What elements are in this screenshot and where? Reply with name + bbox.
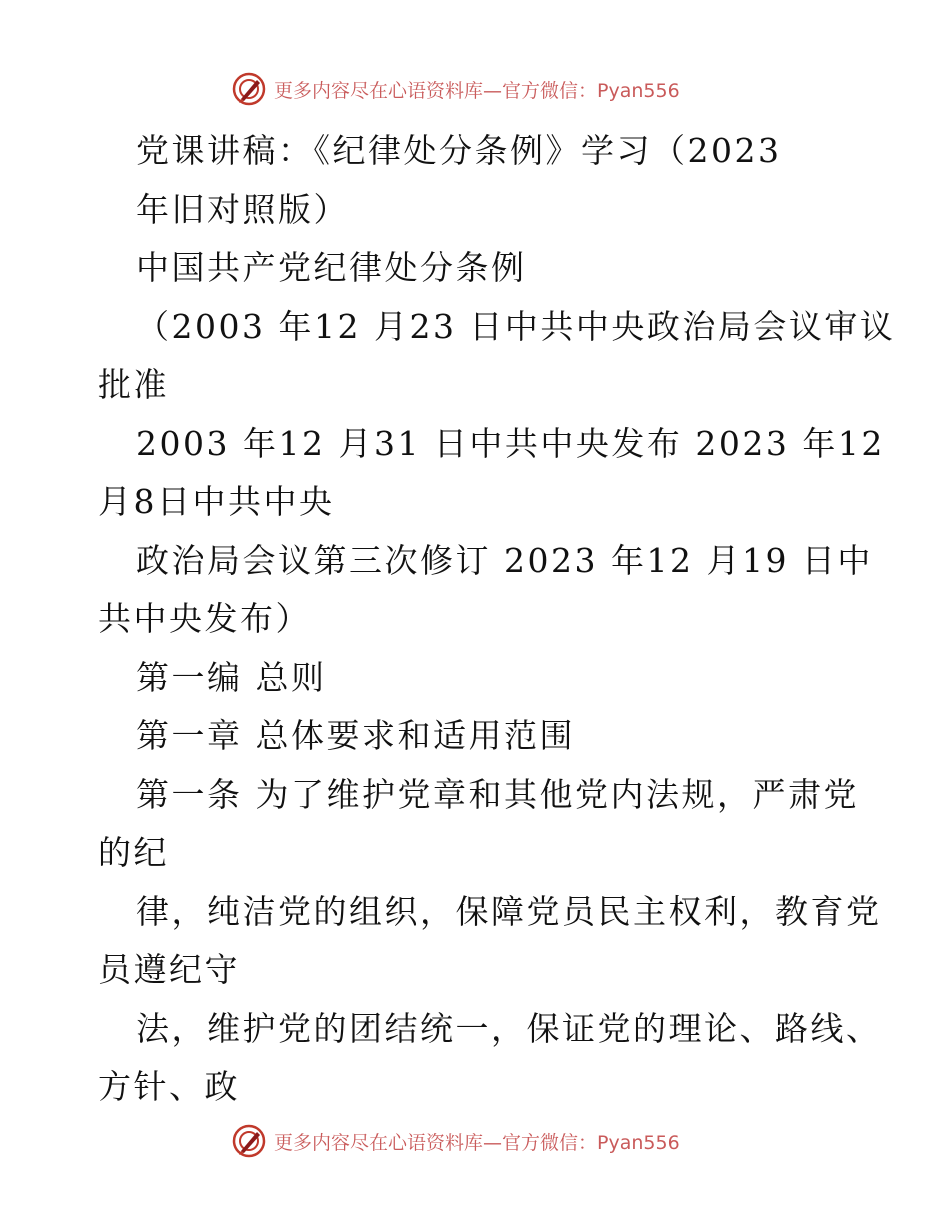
header-banner: [232, 71, 680, 107]
text-line: 月8日中共中央: [98, 482, 335, 521]
footer-banner-text: 更多内容尽在心语资料库—官方微信：Pyan556: [274, 1131, 680, 1154]
text-line: 2003 年12 月31 日中共中央发布 2023 年12: [136, 423, 885, 463]
text-line: 法，维护党的团结统一，保证党的理论、路线、: [136, 1008, 882, 1048]
text-line: 共中央发布）: [98, 599, 311, 638]
text-line: （2003 年12 月23 日中共中央政治局会议审议: [136, 306, 896, 346]
text-line: 第一条 为了维护党章和其他党内法规，严肃党: [136, 774, 859, 814]
text-line: 第一章 总体要求和适用范围: [136, 716, 575, 755]
text-line: 第一编 总则: [136, 657, 327, 697]
pen-logo-icon: [232, 72, 266, 106]
text-line: 政治局会议第三次修订 2023 年12 月19 日中: [136, 540, 873, 580]
text-line: 方针、政: [98, 1067, 240, 1106]
document-body: [98, 122, 896, 1117]
text-line: 中国共产党纪律处分条例: [136, 248, 527, 287]
text-line: 年旧对照版）: [136, 189, 349, 229]
text-line: 批准: [98, 365, 169, 404]
text-line: 的纪: [98, 833, 169, 872]
text-line: 律，纯洁党的组织，保障党员民主权利，教育党: [136, 891, 882, 931]
header-banner-text: 更多内容尽在心语资料库—官方微信：Pyan556: [274, 79, 680, 102]
text-line: 党课讲稿：《纪律处分条例》学习（2023: [136, 131, 782, 170]
pen-logo-icon: [232, 1124, 266, 1158]
text-line: 员遵纪守: [98, 950, 240, 989]
footer-banner: [232, 1123, 680, 1159]
